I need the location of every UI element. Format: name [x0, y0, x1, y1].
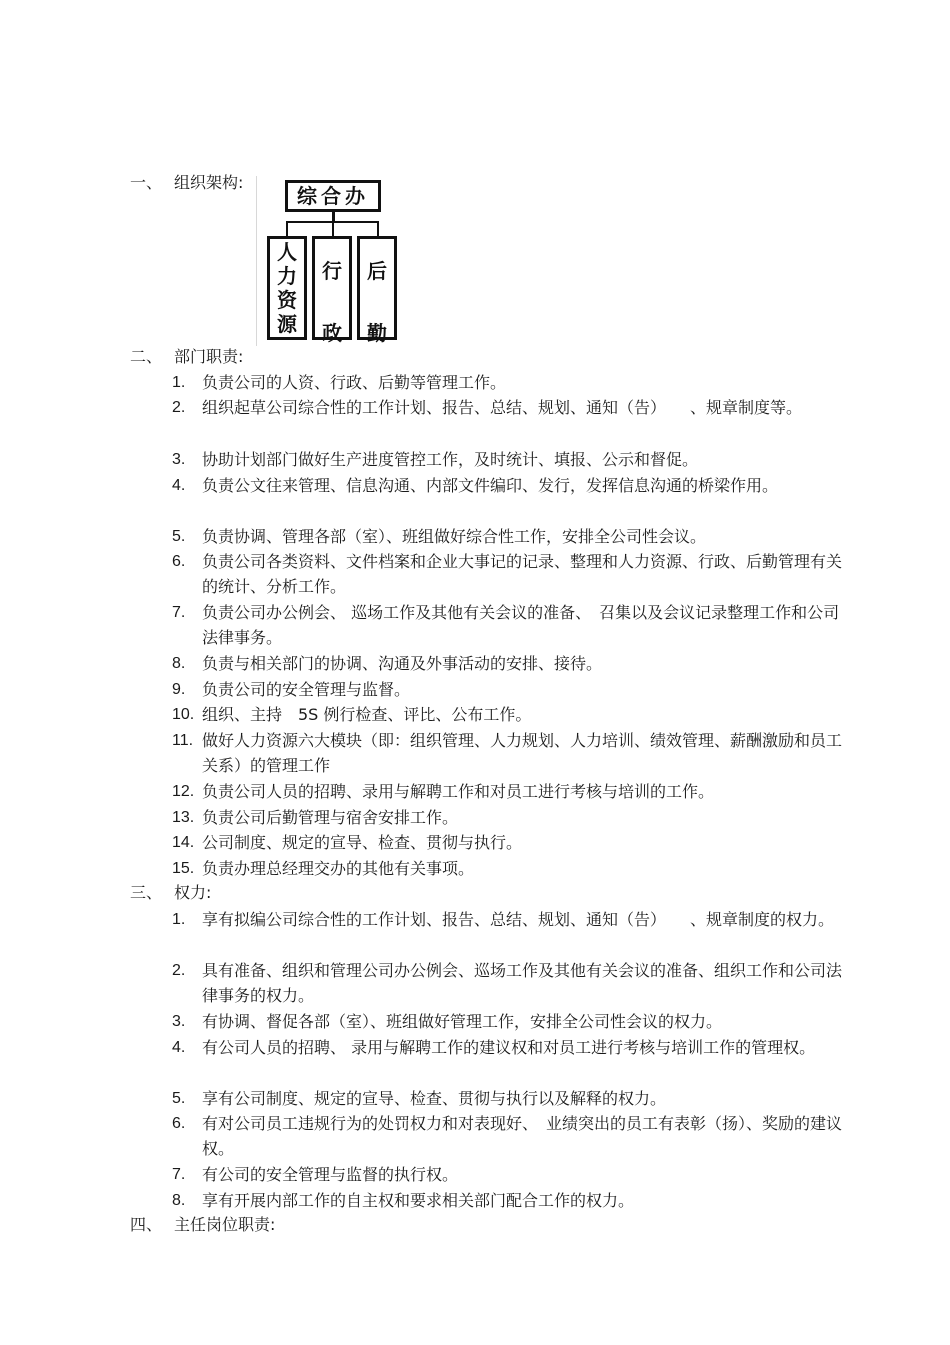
item-number: 6.: [172, 1115, 186, 1132]
list-item: [172, 805, 852, 830]
list-item: [172, 830, 852, 855]
list-item: [172, 1035, 852, 1060]
section-number: 二、: [130, 347, 163, 366]
item-number: 3.: [172, 1013, 186, 1030]
item-text: 负责与相关部门的协调、沟通及外事活动的安排、接待。: [202, 654, 603, 673]
org-chart-connector: [377, 221, 379, 237]
item-number: 8.: [172, 655, 186, 672]
list-item: [172, 395, 852, 420]
item-text: 组织、主持 5S 例行检查、评比、公布工作。: [202, 705, 532, 724]
item-text: 有对公司员工违规行为的处罚权力和对表现好、 业绩突出的员工有表彰（扬）、奖励的建议权。: [202, 1114, 843, 1158]
item-number: 12.: [172, 783, 195, 800]
item-text: 享有拟编公司综合性的工作计划、报告、总结、规划、通知（告） 、规章制度的权力。: [202, 910, 835, 929]
item-text: 负责公司的安全管理与监督。: [202, 680, 411, 699]
item-number: 10.: [172, 706, 195, 723]
item-number: 14.: [172, 834, 195, 851]
item-number: 11.: [172, 732, 194, 749]
org-chart-connector: [332, 221, 334, 237]
list-item: [172, 856, 852, 881]
list-item: [172, 447, 852, 472]
list-item: [172, 958, 852, 1008]
section-title: 权力:: [174, 883, 212, 902]
org-chart-node-label: 人力资源: [277, 240, 297, 336]
item-number: 13.: [172, 809, 195, 826]
item-number: 4.: [172, 477, 186, 494]
list-item: [172, 370, 852, 395]
list-item: [172, 549, 852, 599]
list-item: [172, 1111, 852, 1161]
org-chart-node-logistics: [357, 236, 397, 345]
list-item: [172, 907, 852, 932]
item-number: 1.: [172, 911, 186, 928]
item-text: 组织起草公司综合性的工作计划、报告、总结、规划、通知（告） 、规章制度等。: [202, 398, 803, 417]
item-number: 7.: [172, 604, 186, 621]
item-text: 负责公司后勤管理与宿舍安排工作。: [202, 808, 459, 827]
section-number: 三、: [130, 883, 163, 902]
list-item: [172, 1162, 852, 1187]
item-text: 负责公司人员的招聘、录用与解聘工作和对员工进行考核与培训的工作。: [202, 782, 715, 801]
list-item: [172, 728, 852, 778]
item-number: 7.: [172, 1166, 186, 1183]
item-number: 2.: [172, 399, 186, 416]
list-item: [172, 1188, 852, 1213]
item-number: 2.: [172, 962, 186, 979]
item-number: 8.: [172, 1192, 186, 1209]
item-text: 负责公文往来管理、信息沟通、内部文件编印、发行，发挥信息沟通的桥梁作用。: [202, 476, 779, 495]
item-number: 15.: [172, 860, 195, 877]
list-item: [172, 1009, 852, 1034]
item-text: 负责办理总经理交办的其他有关事项。: [202, 859, 475, 878]
section-number: 一、: [130, 173, 163, 192]
list-item: [172, 651, 852, 676]
item-text: 负责公司的人资、行政、后勤等管理工作。: [202, 373, 507, 392]
org-chart-root: 综合办: [285, 180, 381, 212]
item-number: 9.: [172, 681, 186, 698]
item-text: 有协调、督促各部（室）、班组做好管理工作，安排全公司性会议的权力。: [202, 1012, 723, 1031]
item-number: 6.: [172, 553, 186, 570]
org-chart-connector: [286, 221, 288, 237]
section-title: 主任岗位职责:: [174, 1215, 276, 1234]
section-title: 部门职责:: [174, 347, 244, 366]
item-text: 享有公司制度、规定的宣导、检查、贯彻与执行以及解释的权力。: [202, 1089, 667, 1108]
org-chart: [256, 176, 401, 346]
org-chart-node-admin: [312, 236, 352, 345]
item-text: 有公司人员的招聘、 录用与解聘工作的建议权和对员工进行考核与培训工作的管理权。: [202, 1038, 816, 1057]
list-item: [172, 779, 852, 804]
item-number: 1.: [172, 374, 186, 391]
org-chart-node-hr: [267, 236, 307, 340]
item-text: 享有开展内部工作的自主权和要求相关部门配合工作的权力。: [202, 1191, 635, 1210]
list-item: [172, 702, 852, 727]
section-number: 四、: [130, 1215, 163, 1234]
item-number: 5.: [172, 1090, 186, 1107]
list-item: [172, 524, 852, 549]
item-number: 3.: [172, 451, 186, 468]
list-item: [172, 473, 852, 498]
org-chart-node-label: 后勤: [367, 259, 387, 345]
item-text: 负责公司办公例会、 巡场工作及其他有关会议的准备、 召集以及会议记录整理工作和公司法律事务。: [202, 603, 840, 647]
item-text: 具有准备、组织和管理公司办公例会、巡场工作及其他有关会议的准备、组织工作和公司法律事务的权力。: [202, 961, 843, 1005]
item-number: 5.: [172, 528, 186, 545]
list-item: [172, 677, 852, 702]
section-title: 组织架构:: [174, 173, 244, 192]
item-text: 负责公司各类资料、文件档案和企业大事记的记录、整理和人力资源、行政、后勤管理有关的统计、分析工作。: [202, 552, 843, 596]
item-text: 负责协调、管理各部（室）、班组做好综合性工作，安排全公司性会议。: [202, 527, 707, 546]
item-number: 4.: [172, 1039, 186, 1056]
item-text: 公司制度、规定的宣导、检查、贯彻与执行。: [202, 833, 523, 852]
list-item: [172, 600, 852, 650]
item-text: 协助计划部门做好生产进度管控工作，及时统计、填报、公示和督促。: [202, 450, 699, 469]
list-item: [172, 1086, 852, 1111]
item-text: 做好人力资源六大模块（即：组织管理、人力规划、人力培训、绩效管理、薪酬激励和员工关系）的管理工作: [202, 731, 843, 775]
item-text: 有公司的安全管理与监督的执行权。: [202, 1165, 459, 1184]
org-chart-node-label: 行政: [322, 259, 342, 345]
